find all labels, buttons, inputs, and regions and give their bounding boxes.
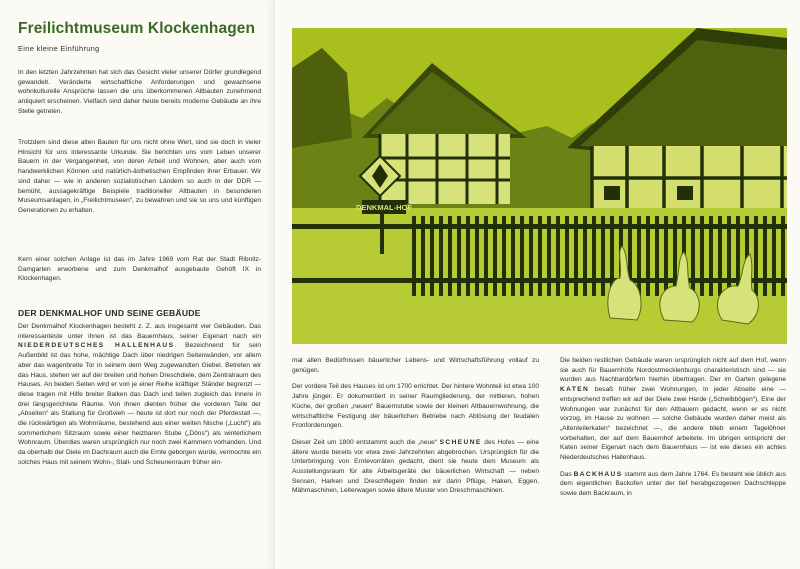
left-page [0,0,275,569]
intro-paragraph-3: Kern einer solchen Anlage ist das im Jahre 1969 vom Rat der Stadt Ribnitz-Damgarten erworbene und zum Denkmalhof ausgebaute Gehöft IX in Klockenhagen. [18,256,261,283]
fence-picket [655,216,659,296]
fence-picket [601,216,605,296]
farmhouse-photo [292,28,787,344]
fence-picket [556,216,560,296]
fence-picket [691,216,695,296]
col1-paragraph-1: mal allen Bedürfnissen bäuerlicher Lebens- und Wirtschaftsführung vollauf zu genügen. [292,357,539,374]
column-2 [560,356,786,506]
fence-picket [592,216,596,296]
fence-picket [412,216,416,296]
fence-picket [520,216,524,296]
hallenhaus-term: NIEDERDEUTSCHES HALLENHAUS [18,342,175,350]
col2-p1-text-a: Die beiden restlichen Gebäude waren ursprünglich nicht auf dem Hof, wenn sie auch für Bauernhöfe Nordostmecklenburgs charakteristisch sind — sie wurden aus Nachbardörfern hierhin übertragen. Der im Garten gelegene [560,357,786,384]
col2-paragraph-2 [560,470,786,499]
denkmalhof-paragraph [18,322,261,468]
intro-paragraph-1: In den letzten Jahrzehnten hat sich das Gesicht vieler unserer Dörfer grundlegend gewandelt. Veränderte wirtschaftliche Anforderungen und gewachsene wohnkulturelle Ansprüche lassen die uns überkommenen Altbauten zunehmend antiquiert erscheinen. Vielfach sind daher heute bereits moderne Gebäude an ihre Stelle getreten. [18,69,261,115]
fence-picket [664,216,668,296]
katen-term: KATEN [560,386,590,394]
denkmalhof-text-b: . Bezeichnend für sein Außenbild ist das hohe, mächtige Dach über niedrigen Seitenwänden, vor allem aber das wagenbreite Tor in seinem dem Weg zugewandten Giebel. Betreten wir das Haus, stehen wir auf der breiten und hohen Dreschdiele, dem Zentralraum des Hauses. An beiden Seiten wird er von je einer Reihe kräftiger Ständer begrenzt — diese tragen mit Hilfe breiter Balken das Dach und teilen zugleich das Innere in drei längsgerichtete Räume. Von ihnen dienten früher die vorderen Teile der „Abseiten“ als Stallung für Großvieh — heute ist dort nur noch der Pferdestall —, die rückwärtigen als Wohnräume, bestehend aus einer weiten Nische („Lucht“) als sommerlichem Sitzraum sowie einer heizbaren Stube („Döns“) als winterlichem Wohnraum. Überdies waren ursprünglich nur noch zwei Kammern vorhanden. Und da oberhalb der Diele im Dachraum auch die Ernte geborgen wurde, vermochte ein solches Haus mit seinem Wohn-, Stall- und Scheunenraum früher ein- [18,342,262,466]
fence-picket [529,216,533,296]
fence-picket [583,216,587,296]
fence-picket [493,216,497,296]
fence-picket [718,216,722,296]
fence-picket [637,216,641,296]
intro-paragraph-2: Trotzdem sind diese alten Bauten für uns nicht ohne Wert, sind sie doch in vieler Hinsicht für uns interessante Urkunde. Sie berichten uns vom Leben unserer Bauern in der Vergangenheit, von deren Arbeit und Wohnen, aber auch vom handwerklichen Können und natürlich-ästhetischen Empfinden ihrer Erbauer. Wir sind daher — wie in anderen sozialistischen Ländern so auch in der DDR — bemüht, aussagekräftige Beispiele traditioneller Altbauten in besonderen Museumsanlagen, in „Freilichtmuseen“, zu bewahren und sie so uns und künftigen Generationen zu erhalten. [18,139,261,214]
fence-picket [448,216,452,296]
col1-paragraph-2: Der vordere Teil des Hauses ist um 1700 errichtet. Der hintere Wohnteil ist etwa 100 Jahre jünger. Er dokumentiert in seiner Raumgliederung, der mittleren, hohen Küche, der großen „neuen“ Bauernstube sowie der kleinen Altbauernwohnung, die wirtschaftliche Festigung der bäuerlichen Betriebe nach Ablösung der feudalen Fronforderungen. [292,383,539,430]
fence-picket [502,216,506,296]
fence-picket [421,216,425,296]
col2-p2-text-a: Das [560,470,574,478]
scheune-term: SCHEUNE [439,438,482,446]
fence-picket [763,216,767,296]
fence-picket [754,216,758,296]
fence-picket [727,216,731,296]
fence-picket [547,216,551,296]
column-1 [292,356,539,503]
fence-picket [466,216,470,296]
fence-picket [475,216,479,296]
fence-picket [574,216,578,296]
fence-picket [511,216,515,296]
denkmalhof-text-a: Der Denkmalhof Klockenhagen besteht z. Z. aus insgesamt vier Gebäuden. Das interessanteste unter ihnen ist das Bauernhaus, seiner Eigenart nach ein [18,323,261,340]
col1-p3-text-b: des Hofes — eine ältere wurde bereits vor etwa zwei Jahrzehnten abgebrochen. Ursprünglich für die Unterbringung von Erntevorräten gedacht, dient sie heute dem Museum als Ausstellungsraum für alte Arbeitsgeräte der bäuerlichen Wirtschaft — neben Sensen, Harken und Dreschflegeln finden wir darin Pflüge, Haken, Eggen, Mähmaschinen, Leiterwagen sowie ältere Muster von Dreschmaschinen. [292,438,539,495]
backhaus-term: BACKHAUS [573,470,623,478]
page-title: Freilichtmuseum Klockenhagen [18,20,256,37]
page-subtitle: Eine kleine Einführung [18,44,100,53]
left-house-wall [380,134,510,204]
col2-p2-text-b: stammt aus dem Jahre 1764. Es besteht wie üblich aus dem eigentlichen Backofen unter der tief herabgezogenen Dachschleppe sowie dem Backraum, in [560,470,786,498]
fence-picket [646,216,650,296]
col2-paragraph-1 [560,356,786,463]
fence-picket [484,216,488,296]
fence-picket [700,216,704,296]
col2-p1-text-b: besaß früher zwei Wohnungen, in jeder Abseite eine — entsprechend treffen wir auf der Diele zwei Herde („Schwibbögen“). Eine der Wohnungen war zunächst für den Altbauern gedacht, wenn er es nicht vorzog, im Hause zu wohnen — solche Gebäude wurden daher meist als „Altenteilerkaten“ bezeichnet —, die andere blieb einem Tagelöhner vorbehalten, der auf dem Bauernhof arbeitete. Im übrigen entspricht der Katen seiner Eigenart nach dem Bauernhaus — ist wie dieses ein achtes Niederdeutsches Hallenhaus. [560,386,786,462]
fence-picket [781,216,785,296]
sign-label: DENKMAL-HOF [356,203,412,212]
fence-picket [439,216,443,296]
fence-picket [457,216,461,296]
col1-p3-text-a: Dieser Zeit um 1800 entstammt auch die „neue“ [292,438,440,446]
fence-picket [538,216,542,296]
window [604,186,620,200]
col1-paragraph-3 [292,438,539,496]
fence-picket [772,216,776,296]
fence-picket [709,216,713,296]
fence-picket [430,216,434,296]
section-heading: DER DENKMALHOF UND SEINE GEBÄUDE [18,308,201,318]
fence-picket [565,216,569,296]
window [677,186,693,200]
